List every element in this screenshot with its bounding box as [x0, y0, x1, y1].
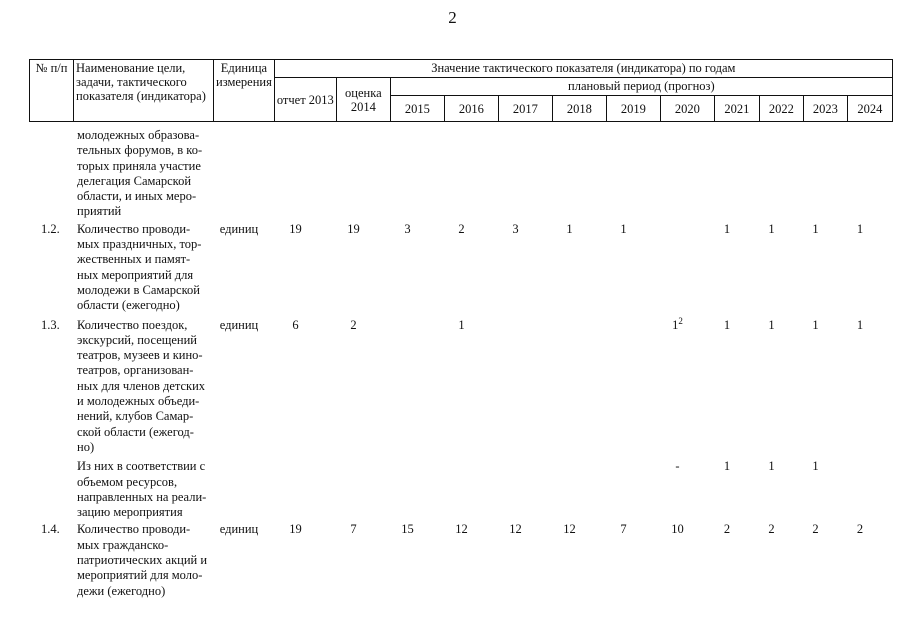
row-plan-value: 1	[620, 221, 627, 236]
row-plan-2024	[837, 522, 882, 600]
row-plan-value: 2	[458, 221, 465, 236]
row-unit: единиц	[219, 317, 259, 332]
row-plan-2021	[704, 459, 749, 522]
header-year-2021: 2021	[714, 96, 759, 122]
row-plan-2019	[596, 128, 650, 222]
header-num: № п/п	[30, 60, 74, 122]
row-name-text: Количество поездок, экскурсий, посещений театров, музеев и кино- театров, организован- ных для членов детских и молодежных объеди- нений, клубов Самар- ской области (ежегод- но)	[77, 317, 206, 454]
row-plan-value: 1	[768, 317, 775, 332]
row-plan-2016	[434, 318, 488, 460]
indicator-table	[29, 128, 882, 601]
row-name	[73, 459, 213, 522]
row-plan-value: 2	[723, 522, 731, 537]
row-plan-2018	[542, 318, 596, 460]
header-year-2018: 2018	[552, 96, 606, 122]
row-plan-2017	[488, 128, 542, 222]
page-number: 2	[448, 8, 457, 27]
row-plan-2017	[488, 318, 542, 460]
header-year-2020: 2020	[660, 96, 714, 122]
row-plan-value: 7	[620, 522, 627, 537]
header-year-2019: 2019	[606, 96, 660, 122]
row-plan-2018	[542, 459, 596, 522]
row-plan-2018	[542, 128, 596, 222]
table-row	[29, 459, 882, 522]
row-plan-value: 1	[812, 317, 819, 332]
row-plan-2022	[749, 318, 793, 460]
row-plan-2020	[650, 222, 704, 318]
table-header	[29, 59, 893, 122]
row-plan-value: 12	[563, 522, 576, 537]
row-plan-value: 10	[671, 522, 684, 537]
row-plan-2022	[749, 128, 793, 222]
header-year-2017: 2017	[498, 96, 552, 122]
row-plan-2016	[434, 459, 488, 522]
row-plan-2023	[793, 459, 837, 522]
row-name-text: Количество проводи- мых гражданско- патриотических акций и мероприятий для моло- дежи (ежегодно)	[77, 522, 208, 598]
header-year-2016: 2016	[444, 96, 498, 122]
table-row	[29, 522, 882, 600]
row-plan-2017	[488, 222, 542, 318]
row-plan-2021	[704, 522, 749, 600]
row-plan-value: 1	[812, 221, 819, 236]
row-plan-2015	[380, 459, 434, 522]
row-plan-value: 1	[458, 317, 465, 332]
row-plan-2017	[488, 522, 542, 600]
row-plan-2020	[650, 522, 704, 600]
table-row	[29, 318, 882, 460]
row-name	[73, 318, 213, 460]
row-report-2013: 19	[289, 522, 302, 537]
row-plan-value: 12	[455, 522, 468, 537]
row-report-2013: 19	[289, 221, 302, 236]
row-report-2013	[264, 459, 326, 522]
row-plan-value: 1	[723, 221, 731, 236]
row-estimate-2014	[326, 459, 380, 522]
row-plan-2023	[793, 318, 837, 460]
row-name	[73, 522, 213, 600]
row-plan-2015	[380, 222, 434, 318]
row-number: 1.3.	[41, 317, 60, 332]
row-plan-2015	[380, 522, 434, 600]
footnote-mark: 2	[678, 315, 683, 326]
row-report-2013: 6	[292, 317, 299, 332]
row-unit	[213, 128, 264, 222]
row-plan-value: 2	[768, 522, 775, 537]
row-plan-value: 3	[512, 221, 519, 236]
row-plan-2024	[837, 222, 882, 318]
row-plan-2018	[542, 522, 596, 600]
row-plan-2021	[704, 128, 749, 222]
row-plan-2023	[793, 522, 837, 600]
row-plan-value: 12	[509, 522, 522, 537]
row-plan-value: 1	[566, 221, 573, 236]
row-number	[29, 459, 73, 522]
row-plan-2022	[749, 522, 793, 600]
row-plan-value: 1	[768, 221, 775, 236]
row-unit	[213, 459, 264, 522]
row-plan-2022	[749, 459, 793, 522]
row-name	[73, 128, 213, 222]
header-estimate: оценка 2014	[336, 78, 390, 122]
row-estimate-2014: 19	[347, 221, 360, 236]
row-plan-2024	[837, 459, 882, 522]
row-plan-2023	[793, 128, 837, 222]
row-plan-value: 15	[401, 522, 414, 537]
row-unit: единиц	[219, 522, 259, 537]
row-plan-2022	[749, 222, 793, 318]
row-plan-2021	[704, 318, 749, 460]
row-plan-2018	[542, 222, 596, 318]
row-estimate-2014: 2	[350, 317, 357, 332]
row-unit: единиц	[219, 221, 259, 236]
row-estimate-2014	[326, 128, 380, 222]
header-year-2023: 2023	[803, 96, 847, 122]
row-plan-value: 1	[723, 459, 731, 474]
row-plan-2024	[837, 128, 882, 222]
row-plan-2021	[704, 222, 749, 318]
row-plan-2020	[650, 315, 704, 460]
row-plan-2019	[596, 522, 650, 600]
row-name-text: Из них в соответствии с объемом ресурсов, направленных на реали- зацию мероприятия	[77, 459, 207, 520]
table-row	[29, 222, 882, 318]
row-plan-value: 2	[812, 522, 819, 537]
row-number: 1.4.	[41, 522, 60, 537]
row-plan-value: 1	[723, 317, 731, 332]
row-estimate-2014: 7	[350, 522, 357, 537]
row-plan-value: 1	[856, 221, 864, 236]
row-plan-2019	[596, 459, 650, 522]
row-plan-value: 1	[856, 317, 864, 332]
header-plan: плановый период (прогноз)	[390, 78, 892, 96]
row-number: 1.2.	[41, 221, 60, 236]
row-name-text: молодежных образова- тельных форумов, в ко- торых приняла участие делегация Самарской области, и иных меро- приятий	[77, 128, 203, 219]
header-year-2022: 2022	[759, 96, 803, 122]
header-report: отчет 2013	[274, 78, 336, 122]
row-name-text: Количество проводи- мых праздничных, тор- жественных и памят- ных мероприятий для молодежи в Самарской области (ежегодно)	[77, 221, 202, 313]
row-plan-value: 1	[672, 317, 679, 332]
header-year-2024: 2024	[847, 96, 892, 122]
row-name	[73, 222, 213, 318]
row-number	[29, 128, 73, 222]
row-plan-2017	[488, 459, 542, 522]
row-plan-2015	[380, 128, 434, 222]
header-unit: Единица измерения	[214, 60, 275, 122]
row-plan-2019	[596, 318, 650, 460]
row-plan-value: 1	[812, 459, 819, 474]
row-report-2013	[264, 128, 326, 222]
row-plan-2020	[650, 459, 704, 522]
row-plan-2016	[434, 222, 488, 318]
header-values: Значение тактического показателя (индикатора) по годам	[274, 60, 892, 78]
table-row	[29, 128, 882, 222]
row-plan-2024	[837, 318, 882, 460]
row-plan-value: -	[675, 459, 680, 474]
row-plan-value: 2	[856, 522, 864, 537]
row-plan-2016	[434, 128, 488, 222]
row-plan-2020	[650, 128, 704, 222]
row-plan-2015	[380, 318, 434, 460]
row-plan-value: 3	[404, 221, 411, 236]
row-plan-2016	[434, 522, 488, 600]
row-plan-2019	[596, 222, 650, 318]
header-name: Наименование цели, задачи, тактического показателя (индикатора)	[74, 60, 214, 122]
header-year-2015: 2015	[390, 96, 444, 122]
row-plan-value: 1	[768, 459, 775, 474]
row-plan-2023	[793, 222, 837, 318]
